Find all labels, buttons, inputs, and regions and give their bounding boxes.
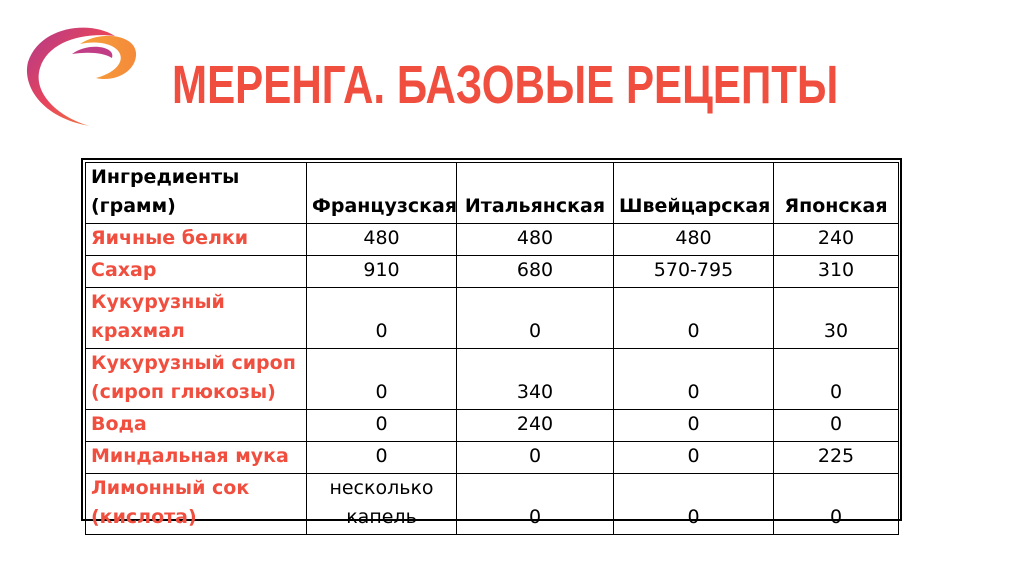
- table-cell: [614, 474, 774, 535]
- cell-value: 0: [687, 413, 700, 435]
- table-cell: [774, 474, 899, 535]
- table-body: [86, 224, 899, 535]
- table-row: [86, 349, 899, 410]
- ingredient-label-line: (кислота): [91, 506, 197, 528]
- table-cell: [307, 349, 457, 410]
- table-cell: [774, 224, 899, 256]
- ingredient-label: [86, 474, 307, 535]
- table-cell: [307, 256, 457, 288]
- cell-value: 310: [817, 259, 855, 281]
- meringue-recipes-table: [85, 162, 899, 535]
- cell-value: 0: [375, 320, 388, 342]
- cell-value: несколько: [329, 477, 434, 499]
- table-cell: [614, 410, 774, 442]
- cell-value: 0: [375, 445, 388, 467]
- cell-value: 0: [829, 381, 843, 403]
- table-row: [86, 474, 899, 535]
- header-ingredients: [86, 163, 307, 224]
- header-ingredients-line1: Ингредиенты: [91, 166, 240, 188]
- table-cell: [457, 474, 614, 535]
- recipes-table-frame: [81, 158, 902, 528]
- table-cell: [614, 224, 774, 256]
- table-cell: [774, 410, 899, 442]
- column-header: Японская: [774, 163, 899, 224]
- ingredient-label-line: Кукурузный сироп: [91, 352, 296, 374]
- cell-value: 910: [363, 259, 400, 281]
- cell-value: 480: [516, 227, 554, 249]
- table-row: [86, 224, 899, 256]
- cell-value: 0: [829, 506, 843, 528]
- cell-value: 0: [528, 445, 542, 467]
- table-cell: [614, 442, 774, 474]
- cell-value: 0: [829, 413, 843, 435]
- ingredient-label: [86, 442, 307, 474]
- swirl-logo-icon: [20, 14, 142, 136]
- table-cell: [774, 288, 899, 349]
- cell-value: 480: [363, 227, 400, 249]
- cell-value: 240: [817, 227, 855, 249]
- header-ingredients-line2: (грамм): [91, 195, 176, 217]
- table-row: [86, 410, 899, 442]
- ingredient-label-line: Миндальная мука: [91, 445, 289, 467]
- table-header-row: [86, 163, 899, 224]
- table-row: [86, 256, 899, 288]
- table-cell: [457, 256, 614, 288]
- cell-value: 680: [516, 259, 554, 281]
- table-cell: [307, 442, 457, 474]
- ingredient-label-line: Лимонный сок: [91, 477, 250, 499]
- column-header: Итальянская: [457, 163, 614, 224]
- table-cell: [774, 442, 899, 474]
- ingredient-label: [86, 256, 307, 288]
- cell-value: 0: [687, 445, 700, 467]
- table-cell: [457, 349, 614, 410]
- table-cell: [614, 288, 774, 349]
- column-header: Французская: [307, 163, 457, 224]
- cell-value: 240: [516, 413, 554, 435]
- ingredient-label-line: Сахар: [91, 259, 157, 281]
- ingredient-label-line: Кукурузный: [91, 291, 225, 313]
- table-cell: [457, 224, 614, 256]
- ingredient-label-line: Вода: [91, 413, 147, 435]
- table-cell: [457, 288, 614, 349]
- cell-value: 0: [528, 320, 542, 342]
- table-row: [86, 442, 899, 474]
- cell-value: капель: [346, 506, 417, 528]
- cell-value: 340: [516, 381, 554, 403]
- cell-value: 0: [528, 506, 542, 528]
- ingredient-label: [86, 410, 307, 442]
- ingredient-label: [86, 349, 307, 410]
- cell-value: 225: [817, 445, 855, 467]
- cell-value: 30: [823, 320, 849, 342]
- cell-value: 0: [687, 381, 700, 403]
- ingredient-label: [86, 224, 307, 256]
- table-cell: [614, 256, 774, 288]
- table-cell: [457, 442, 614, 474]
- table-cell: [457, 410, 614, 442]
- ingredient-label-line: (сироп глюкозы): [91, 381, 276, 403]
- cell-value: 0: [687, 506, 700, 528]
- cell-value: 0: [687, 320, 700, 342]
- table-cell: [307, 474, 457, 535]
- table-cell: [307, 288, 457, 349]
- cell-value: 570-795: [653, 259, 734, 281]
- slide-title: МЕРЕНГА. БАЗОВЫЕ РЕЦЕПТЫ: [172, 55, 839, 115]
- ingredient-label-line: Яичные белки: [91, 227, 249, 249]
- table-row: [86, 288, 899, 349]
- column-header: Швейцарская: [614, 163, 774, 224]
- cell-value: 480: [675, 227, 712, 249]
- cell-value: 0: [375, 381, 388, 403]
- ingredient-label-line: крахмал: [91, 320, 185, 342]
- table-cell: [774, 256, 899, 288]
- cell-value: 0: [375, 413, 388, 435]
- ingredient-label: [86, 288, 307, 349]
- table-cell: [307, 410, 457, 442]
- table-cell: [307, 224, 457, 256]
- table-cell: [614, 349, 774, 410]
- table-cell: [774, 349, 899, 410]
